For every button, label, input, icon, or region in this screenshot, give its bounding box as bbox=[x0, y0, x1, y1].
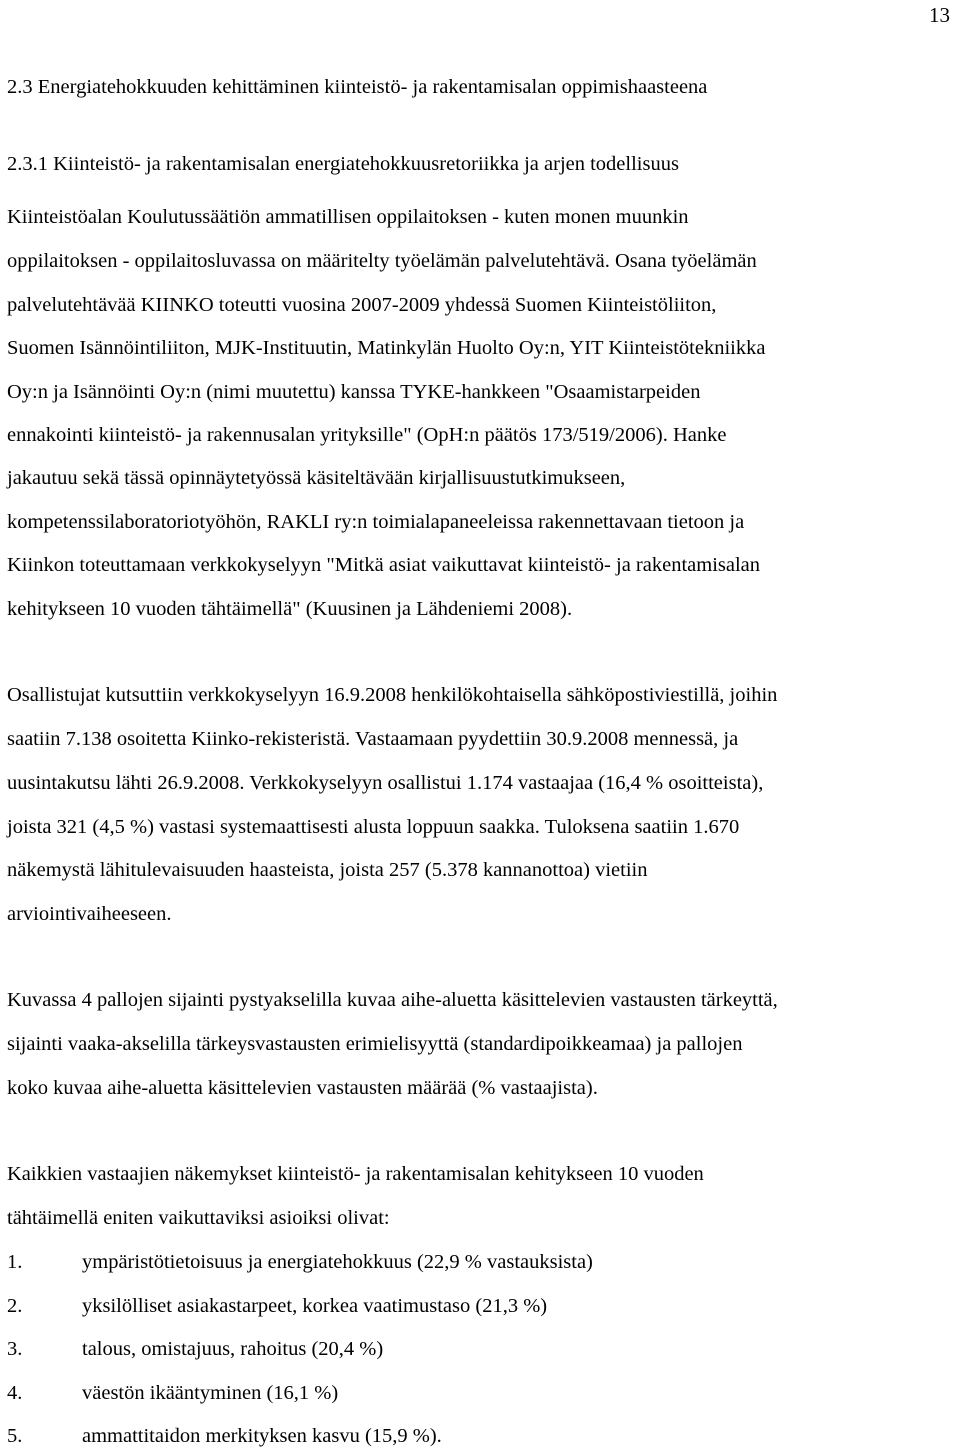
section-heading: 2.3 Energiatehokkuuden kehittäminen kiinteistö- ja rakentamisalan oppimishaasteena bbox=[7, 76, 708, 98]
paragraph-line: joista 321 (4,5 %) vastasi systemaattisesti alusta loppuun saakka. Tuloksena saatiin 1.670 bbox=[7, 816, 740, 838]
paragraph-line: saatiin 7.138 osoitetta Kiinko-rekisteristä. Vastaamaan pyydettiin 30.9.2008 mennessä, ja bbox=[7, 728, 739, 750]
paragraph-line: ennakointi kiinteistö- ja rakennusalan yrityksille" (OpH:n päätös 173/519/2006). Hanke bbox=[7, 424, 727, 446]
list-item-number: 1. bbox=[7, 1251, 23, 1273]
list-item-text: yksilölliset asiakastarpeet, korkea vaatimustaso (21,3 %) bbox=[82, 1295, 548, 1317]
paragraph-line: Suomen Isännöintiliiton, MJK-Instituutin, Matinkylän Huolto Oy:n, YIT Kiinteistötekniikka bbox=[7, 337, 766, 359]
paragraph-line: palvelutehtävää KIINKO toteutti vuosina 2007-2009 yhdessä Suomen Kiinteistöliiton, bbox=[7, 294, 717, 316]
paragraph-line: Oy:n ja Isännöinti Oy:n (nimi muutettu) kanssa TYKE-hankkeen "Osaamistarpeiden bbox=[7, 381, 701, 403]
paragraph-line: jakautuu sekä tässä opinnäytetyössä käsiteltävään kirjallisuustutkimukseen, bbox=[7, 467, 626, 489]
paragraph-line: Kaikkien vastaajien näkemykset kiinteistö- ja rakentamisalan kehitykseen 10 vuoden bbox=[7, 1163, 704, 1185]
paragraph-line: Osallistujat kutsuttiin verkkokyselyyn 16.9.2008 henkilökohtaisella sähköpostiviestillä, joihin bbox=[7, 684, 778, 706]
paragraph-line: sijainti vaaka-akselilla tärkeysvastausten erimielisyyttä (standardipoikkeamaa) ja pallojen bbox=[7, 1033, 743, 1055]
paragraph-line: Kuvassa 4 pallojen sijainti pystyakselilla kuvaa aihe-aluetta käsittelevien vastausten tärkeyttä, bbox=[7, 989, 778, 1011]
paragraph-line: Kiinkon toteuttamaan verkkokyselyyn "Mitkä asiat vaikuttavat kiinteistö- ja rakentamisalan bbox=[7, 554, 761, 576]
list-item-text: väestön ikääntyminen (16,1 %) bbox=[82, 1382, 339, 1404]
subsection-heading: 2.3.1 Kiinteistö- ja rakentamisalan energiatehokkuusretoriikka ja arjen todellisuus bbox=[7, 153, 679, 175]
page-number: 13 bbox=[929, 3, 950, 27]
paragraph-line: oppilaitoksen - oppilaitosluvassa on määritelty työelämän palvelutehtävä. Osana työelämän bbox=[7, 250, 757, 272]
list-item-number: 2. bbox=[7, 1295, 23, 1317]
paragraph-line: näkemystä lähitulevaisuuden haasteista, joista 257 (5.378 kannanottoa) vietiin bbox=[7, 859, 648, 881]
list-item-text: talous, omistajuus, rahoitus (20,4 %) bbox=[82, 1338, 384, 1360]
list-item-number: 4. bbox=[7, 1382, 23, 1404]
paragraph-line: kompetenssilaboratoriotyöhön, RAKLI ry:n toimialapaneeleissa rakennettavaan tietoon ja bbox=[7, 511, 745, 533]
list-item-number: 3. bbox=[7, 1338, 23, 1360]
paragraph-line: tähtäimellä eniten vaikuttaviksi asioiksi olivat: bbox=[7, 1207, 390, 1229]
paragraph-line: kehitykseen 10 vuoden tähtäimellä" (Kuusinen ja Lähdeniemi 2008). bbox=[7, 598, 573, 620]
list-item-text: ympäristötietoisuus ja energiatehokkuus (22,9 % vastauksista) bbox=[82, 1251, 593, 1273]
paragraph-line: Kiinteistöalan Koulutussäätiön ammatillisen oppilaitoksen - kuten monen muunkin bbox=[7, 206, 689, 228]
paragraph-line: arviointivaiheeseen. bbox=[7, 903, 172, 925]
paragraph-line: koko kuvaa aihe-aluetta käsittelevien vastausten määrää (% vastaajista). bbox=[7, 1077, 598, 1099]
list-item-number: 5. bbox=[7, 1425, 23, 1447]
list-item-text: ammattitaidon merkityksen kasvu (15,9 %). bbox=[82, 1425, 442, 1447]
paragraph-line: uusintakutsu lähti 26.9.2008. Verkkokyselyyn osallistui 1.174 vastaajaa (16,4 % osoitteista), bbox=[7, 772, 764, 794]
